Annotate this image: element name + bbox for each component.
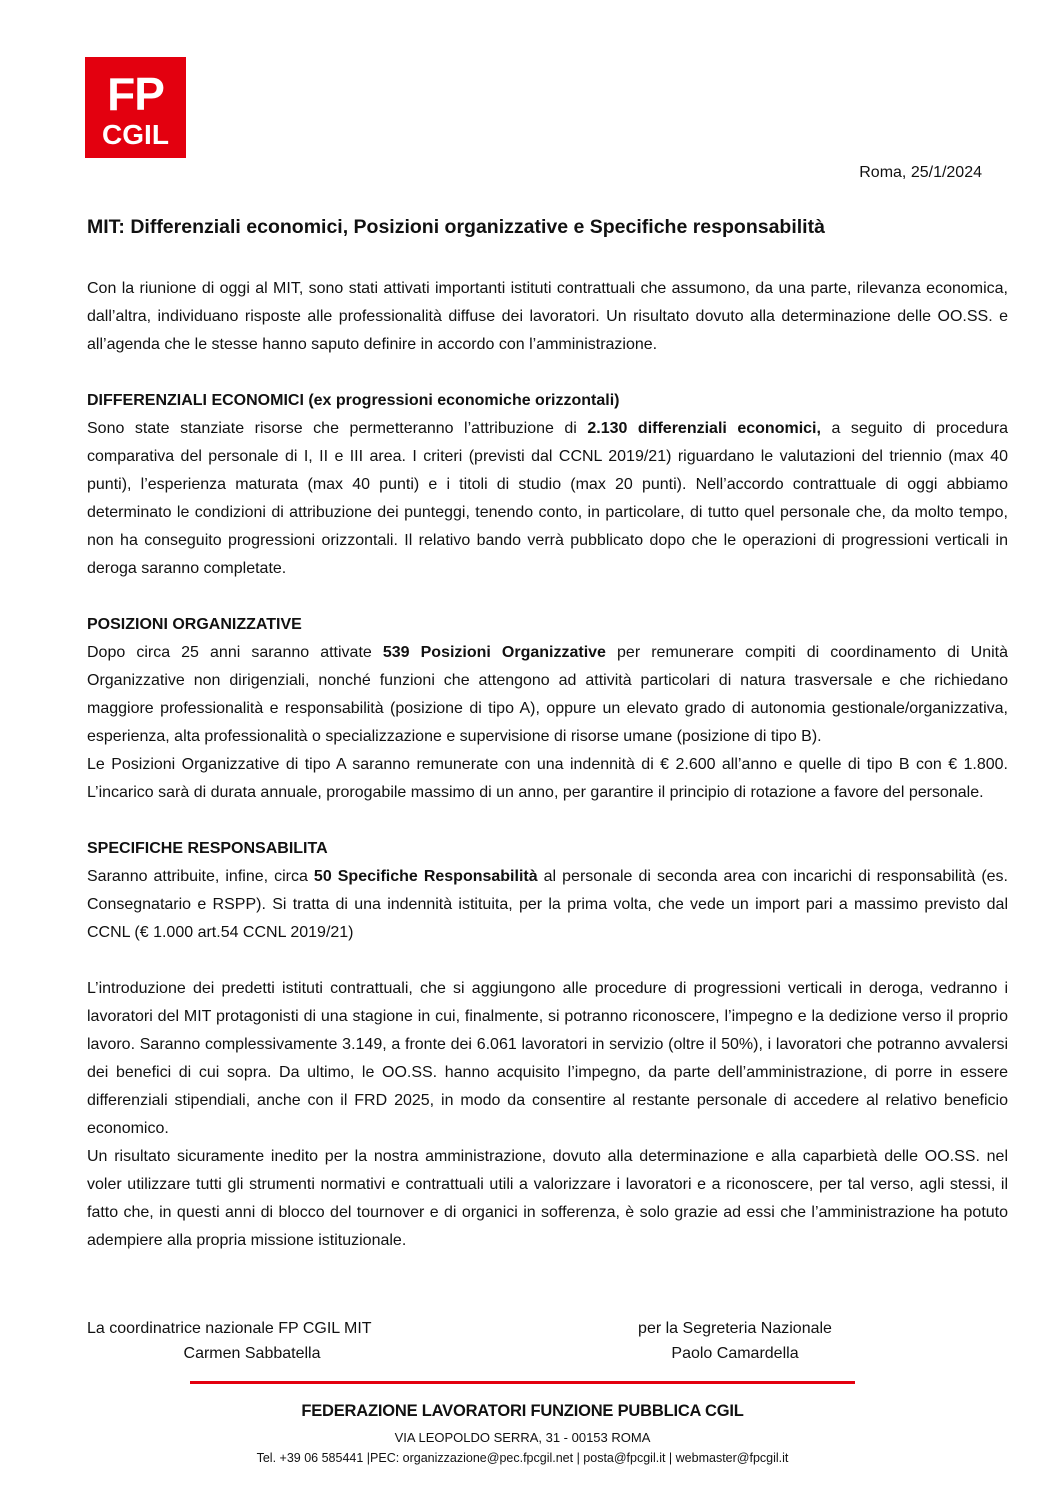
text-run: Saranno attribuite, infine, circa: [87, 868, 314, 885]
closing-paragraph-2: Un risultato sicuramente inedito per la nostra amministrazione, dovuto alla determinazione e alla caparbietà delle OO.SS. nel voler utilizzare tutti gli strumenti normativi e contrattuali utili a valorizzare i lavoratori e a riconoscere, per tal verso, agli stessi, il fatto che, in questi anni di blocco del tournover e di organici in sofferenza, è solo grazie ad essi che l’amministrazione ha potuto adempiere alla propria missione istituzionale.: [87, 1148, 1008, 1249]
document-date: Roma, 25/1/2024: [859, 164, 982, 181]
section-heading-specifiche: SPECIFICHE RESPONSABILITA: [87, 840, 328, 857]
footer-address: VIA LEOPOLDO SERRA, 31 - 00153 ROMA: [394, 1430, 651, 1445]
document-body: [87, 275, 1008, 1255]
text-run: Sono state stanziate risorse che permetteranno l’attribuzione di: [87, 420, 588, 437]
bold-run: 50 Specifiche Responsabilità: [313, 868, 538, 885]
paragraph-differenziali: [87, 415, 1008, 583]
text-run: Dopo circa 25 anni saranno attivate: [87, 644, 383, 661]
paragraph-specifiche: [87, 863, 1008, 947]
signature-left-name: Carmen Sabbatella: [183, 1345, 321, 1362]
footer-contacts: Tel. +39 06 585441 |PEC: organizzazione@pec.fpcgil.net | posta@fpcgil.it | webmaster@fpcgil.it: [256, 1451, 789, 1465]
footer-organization: FEDERAZIONE LAVORATORI FUNZIONE PUBBLICA CGIL: [301, 1402, 744, 1420]
signature-left-role: La coordinatrice nazionale FP CGIL MIT: [87, 1320, 372, 1337]
section-heading-differenziali: DIFFERENZIALI ECONOMICI (ex progressioni economiche orizzontali): [87, 392, 620, 409]
bold-run: 2.130 differenziali economici,: [587, 420, 821, 437]
closing-paragraph-1: L’introduzione dei predetti istituti contrattuali, che si aggiungono alle procedure di progressioni verticali in deroga, vedranno i lavoratori del MIT protagonisti di una stagione in cui, finalmente, si potranno riconoscere, l’impegno e la dedizione verso il proprio lavoro. Saranno complessivamente 3.149, a fronte dei 6.061 lavoratori in servizio (oltre il 50%), i lavoratori che potranno avvalersi dei benefici di cui sopra. Da ultimo, le OO.SS. hanno acquisito l’impegno, da parte dell’amministrazione, di porre in essere differenziali stipendiali, anche con il FRD 2025, in modo da consentire al restante personale di accedere al relativo beneficio economico.: [87, 980, 1008, 1137]
signature-right-role: per la Segreteria Nazionale: [638, 1320, 832, 1337]
text-run: per remunerare compiti di coordinamento di Unità Organizzative non dirigenziali, nonché funzioni che attengono ad attività particolari di natura trasversale e che richiedano maggiore professionalità e responsabilità (posizione di tipo A), oppure un elevato grado di autonomia gestionale/organizzativa, esperienza, alta professionalità o specializzazione e supervisione di risorse umane (posizione di tipo B).: [87, 644, 1009, 745]
text-run: al personale di seconda area con incarichi di responsabilità (es. Consegnatario e RSPP). Si tratta di una indennità istituita, per la prima volta, che vede un import pari a massimo previsto dal CCNL (€ 1.000 art.54 CCNL 2019/21): [87, 868, 1008, 941]
signature-right-name: Paolo Camardella: [671, 1345, 799, 1362]
logo-cgil-text: CGIL: [102, 118, 169, 150]
signature-right: [600, 1316, 870, 1366]
paragraph-posizioni-1: [87, 639, 1008, 751]
fp-cgil-logo: [85, 57, 186, 158]
document-title: MIT: Differenziali economici, Posizioni organizzative e Specifiche responsabilità: [87, 216, 825, 238]
intro-paragraph: Con la riunione di oggi al MIT, sono stati attivati importanti istituti contrattuali che assumono, da una parte, rilevanza economica, dall’altra, individuano risposte alle professionalità diffuse dei lavoratori. Un risultato dovuto alla determinazione delle OO.SS. e all’agenda che le stesse hanno saputo definire in accordo con l’amministrazione.: [87, 280, 1008, 353]
paragraph-posizioni-2: Le Posizioni Organizzative di tipo A saranno remunerate con una indennità di € 2.600 all’anno e quelle di tipo B con € 1.800. L’incarico sarà di durata annuale, prorogabile massimo di un anno, per garantire il principio di rotazione a favore del personale.: [87, 756, 1008, 801]
section-heading-posizioni: POSIZIONI ORGANIZZATIVE: [87, 616, 302, 633]
footer-divider: [190, 1381, 855, 1384]
footer: [190, 1400, 855, 1468]
bold-run: 539 Posizioni Organizzative: [382, 644, 606, 661]
signature-left: [87, 1316, 417, 1366]
logo-fp-text: FP: [107, 67, 164, 120]
text-run: a seguito di procedura comparativa del personale di I, II e III area. I criteri (previsti dal CCNL 2019/21) riguardano le valutazioni del triennio (max 40 punti), l’esperienza maturata (max 40 punti) e i titoli di studio (max 20 punti). Nell’accordo contrattuale di oggi abbiamo determinato le condizioni di attribuzione dei punteggi, tenendo conto, in particolare, di tutto quel personale che, da molto tempo, non ha conseguito progressioni orizzontali. Il relativo bando verrà pubblicato dopo che le operazioni di progressioni verticali in deroga saranno completate.: [87, 420, 1008, 577]
